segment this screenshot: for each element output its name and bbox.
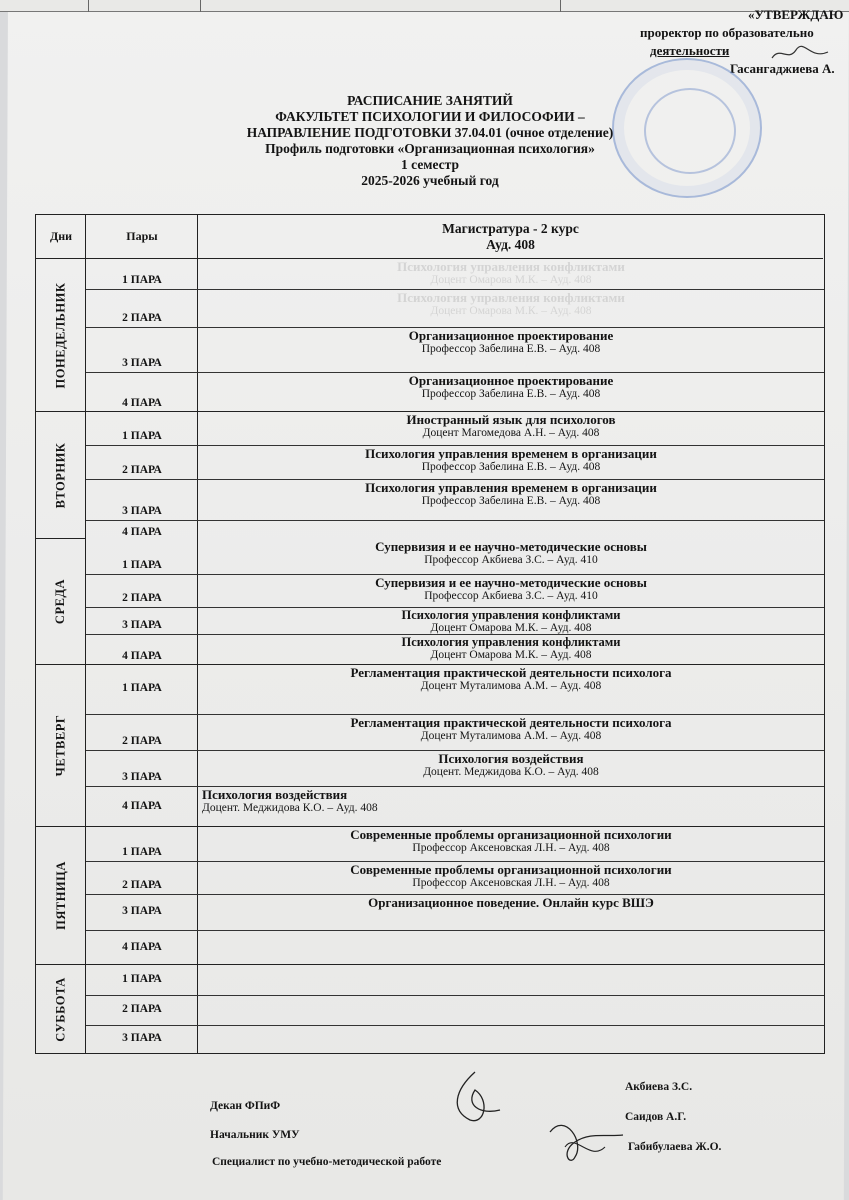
subject: Современные проблемы организационной психологии xyxy=(350,827,672,842)
subject: Психология управления конфликтами xyxy=(401,608,621,622)
pair-number: 1 ПАРА xyxy=(122,430,162,442)
teacher: Профессор Акбиева З.С. – Ауд. 410 xyxy=(424,554,598,566)
pair-number: 1 ПАРА xyxy=(122,972,162,985)
teacher: Доцент Омарова М.К. – Ауд. 408 xyxy=(430,305,592,317)
umu-signature xyxy=(545,1102,625,1172)
table-row xyxy=(86,715,824,751)
table-row xyxy=(86,480,824,521)
lesson-cell xyxy=(198,446,824,479)
header-year: 2025-2026 учебный год xyxy=(361,173,499,188)
teacher: Профессор Акбиева З.С. – Ауд. 410 xyxy=(424,590,598,602)
pair-number: 4 ПАРА xyxy=(122,940,162,953)
subject: Психология воздействия xyxy=(438,751,584,766)
lesson-cell xyxy=(198,328,824,372)
teacher: Доцент Муталимова А.М. – Ауд. 408 xyxy=(420,680,602,692)
lesson-cell xyxy=(198,665,824,714)
dean-name: Акбиева З.С. xyxy=(625,1081,693,1093)
subject: Психология управления временем в организации xyxy=(365,480,657,495)
header-faculty: ФАКУЛЬТЕТ ПСИХОЛОГИИ И ФИЛОСОФИИ – xyxy=(275,109,585,124)
subject: Психология управления конфликтами xyxy=(397,259,625,274)
table-row xyxy=(86,373,824,412)
header-days: Дни xyxy=(36,215,86,259)
header-profile: Профиль подготовки «Организационная психология» xyxy=(265,141,595,156)
header-direction: НАПРАВЛЕНИЕ ПОДГОТОВКИ 37.04.01 (очное отделение) xyxy=(246,125,614,140)
pair-number: 2 ПАРА xyxy=(122,879,162,891)
subject: Психология управления конфликтами xyxy=(401,635,621,649)
lesson-cell xyxy=(198,412,824,445)
table-row xyxy=(86,827,824,862)
lesson-cell xyxy=(198,608,824,634)
day-tuesday xyxy=(36,412,86,539)
table-row xyxy=(86,521,824,539)
lesson-cell xyxy=(198,290,824,327)
day-thursday xyxy=(36,665,86,827)
lesson-cell xyxy=(198,996,824,1025)
header-group-room: Ауд. 408 xyxy=(486,236,535,252)
lesson-cell xyxy=(198,539,824,574)
table-row xyxy=(86,965,824,996)
table-row xyxy=(86,608,824,635)
approval-signature xyxy=(770,44,830,64)
pair-number: 4 ПАРА xyxy=(122,397,162,409)
teacher: Доцент Омарова М.К. – Ауд. 408 xyxy=(430,622,592,634)
pair-number: 3 ПАРА xyxy=(122,1032,162,1044)
lesson-cell xyxy=(198,931,824,965)
table-row xyxy=(86,635,824,665)
pair-number: 3 ПАРА xyxy=(122,357,162,369)
day-label: ВТОРНИК xyxy=(53,442,68,508)
pair-number: 1 ПАРА xyxy=(122,274,162,286)
subject: Супервизия и ее научно-методические основы xyxy=(375,575,647,590)
umu-name: Саидов А.Г. xyxy=(625,1111,687,1123)
day-friday xyxy=(36,827,86,965)
table-row xyxy=(86,665,824,715)
table-row xyxy=(86,328,824,373)
schedule-table xyxy=(35,214,825,1054)
table-row xyxy=(86,539,824,575)
lesson-cell xyxy=(198,635,824,665)
table-row xyxy=(86,259,824,290)
subject: Организационное поведение. Онлайн курс ВШЭ xyxy=(368,895,654,910)
pair-number: 3 ПАРА xyxy=(122,771,162,783)
table-row xyxy=(86,412,824,446)
day-label: ПЯТНИЦА xyxy=(53,861,68,930)
table-row xyxy=(86,1026,824,1053)
teacher: Доцент. Меджидова К.О. – Ауд. 408 xyxy=(423,766,599,778)
subject: Регламентация практической деятельности психолога xyxy=(350,665,672,680)
lesson-cell xyxy=(198,575,824,607)
teacher: Профессор Аксеновская Л.Н. – Ауд. 408 xyxy=(412,842,610,854)
specialist-name: Габибулаева Ж.О. xyxy=(628,1141,722,1153)
table-row xyxy=(86,787,824,827)
subject: Психология управления конфликтами xyxy=(397,290,625,305)
pair-number: 2 ПАРА xyxy=(122,464,162,476)
header-title: РАСПИСАНИЕ ЗАНЯТИЙ xyxy=(347,93,513,108)
day-label: ЧЕТВЕРГ xyxy=(53,714,68,777)
day-wednesday xyxy=(36,539,86,665)
subject: Психология воздействия xyxy=(202,787,348,802)
subject: Супервизия и ее научно-методические основы xyxy=(375,539,647,554)
day-label: СУББОТА xyxy=(53,976,68,1042)
teacher: Доцент. Меджидова К.О. – Ауд. 408 xyxy=(202,802,378,814)
pair-number: 3 ПАРА xyxy=(122,905,162,917)
pair-number: 2 ПАРА xyxy=(122,312,162,324)
subject: Современные проблемы организационной психологии xyxy=(350,862,672,877)
approval-title: «УТВЕРЖДАЮ xyxy=(748,7,844,22)
teacher: Доцент Магомедова А.Н. – Ауд. 408 xyxy=(422,427,600,439)
teacher: Профессор Аксеновская Л.Н. – Ауд. 408 xyxy=(412,877,610,889)
lesson-cell xyxy=(198,862,824,894)
pair-number: 1 ПАРА xyxy=(122,682,162,694)
teacher: Профессор Забелина Е.В. – Ауд. 408 xyxy=(421,495,601,507)
approval-position-2: деятельности xyxy=(650,43,730,58)
pair-number: 2 ПАРА xyxy=(122,1003,162,1015)
pair-number: 4 ПАРА xyxy=(122,650,162,662)
dean-signature xyxy=(445,1070,505,1130)
header-semester: 1 семестр xyxy=(401,157,459,172)
signatures-footer xyxy=(0,1070,849,1190)
lesson-cell xyxy=(198,827,824,861)
pair-number: 1 ПАРА xyxy=(122,846,162,858)
lesson-cell xyxy=(198,751,824,786)
day-label: ПОНЕДЕЛЬНИК xyxy=(53,282,68,388)
header-group xyxy=(198,215,823,259)
lesson-cell xyxy=(198,715,824,750)
teacher: Доцент Муталимова А.М. – Ауд. 408 xyxy=(420,730,602,742)
pair-number: 4 ПАРА xyxy=(122,526,162,538)
pair-number: 3 ПАРА xyxy=(122,505,162,517)
subject: Организационное проектирование xyxy=(408,373,614,388)
approval-position: проректор по образовательно xyxy=(640,25,814,40)
subject: Иностранный язык для психологов xyxy=(406,412,616,427)
lesson-cell xyxy=(198,259,824,289)
lesson-cell xyxy=(198,480,824,520)
pair-number: 2 ПАРА xyxy=(122,735,162,747)
pair-number: 4 ПАРА xyxy=(122,799,162,812)
lesson-cell xyxy=(198,373,824,412)
umu-title: Начальник УМУ xyxy=(210,1129,300,1141)
teacher: Профессор Забелина Е.В. – Ауд. 408 xyxy=(421,343,601,355)
day-label: СРЕДА xyxy=(53,578,68,625)
lesson-cell xyxy=(198,521,824,539)
table-row xyxy=(86,290,824,328)
approval-signer: Гасангаджиева А. xyxy=(730,61,835,76)
lesson-cell xyxy=(198,965,824,995)
header-group-course: Магистратура - 2 курс xyxy=(442,220,579,236)
table-row xyxy=(86,575,824,608)
table-row xyxy=(86,895,824,931)
subject: Психология управления временем в организации xyxy=(365,446,657,461)
lesson-cell xyxy=(198,787,824,827)
table-row xyxy=(86,446,824,480)
subject: Организационное проектирование xyxy=(408,328,614,343)
specialist-title: Специалист по учебно-методической работе xyxy=(212,1156,442,1168)
teacher: Профессор Забелина Е.В. – Ауд. 408 xyxy=(421,388,601,400)
pair-number: 3 ПАРА xyxy=(122,619,162,631)
pair-number: 1 ПАРА xyxy=(122,559,162,571)
table-row xyxy=(86,996,824,1026)
subject: Регламентация практической деятельности психолога xyxy=(350,715,672,730)
table-row xyxy=(86,862,824,895)
pair-number: 2 ПАРА xyxy=(122,592,162,604)
teacher: Профессор Забелина Е.В. – Ауд. 408 xyxy=(421,461,601,473)
teacher: Доцент Омарова М.К. – Ауд. 408 xyxy=(430,274,592,286)
document-header xyxy=(150,93,710,189)
day-saturday xyxy=(36,965,86,1053)
day-monday xyxy=(36,259,86,412)
dean-title: Декан ФПиФ xyxy=(210,1100,281,1112)
lesson-cell xyxy=(198,1026,824,1053)
teacher: Доцент Омарова М.К. – Ауд. 408 xyxy=(430,649,592,661)
table-row xyxy=(86,931,824,965)
lesson-cell xyxy=(198,895,824,930)
header-pairs: Пары xyxy=(86,215,198,259)
table-row xyxy=(86,751,824,787)
